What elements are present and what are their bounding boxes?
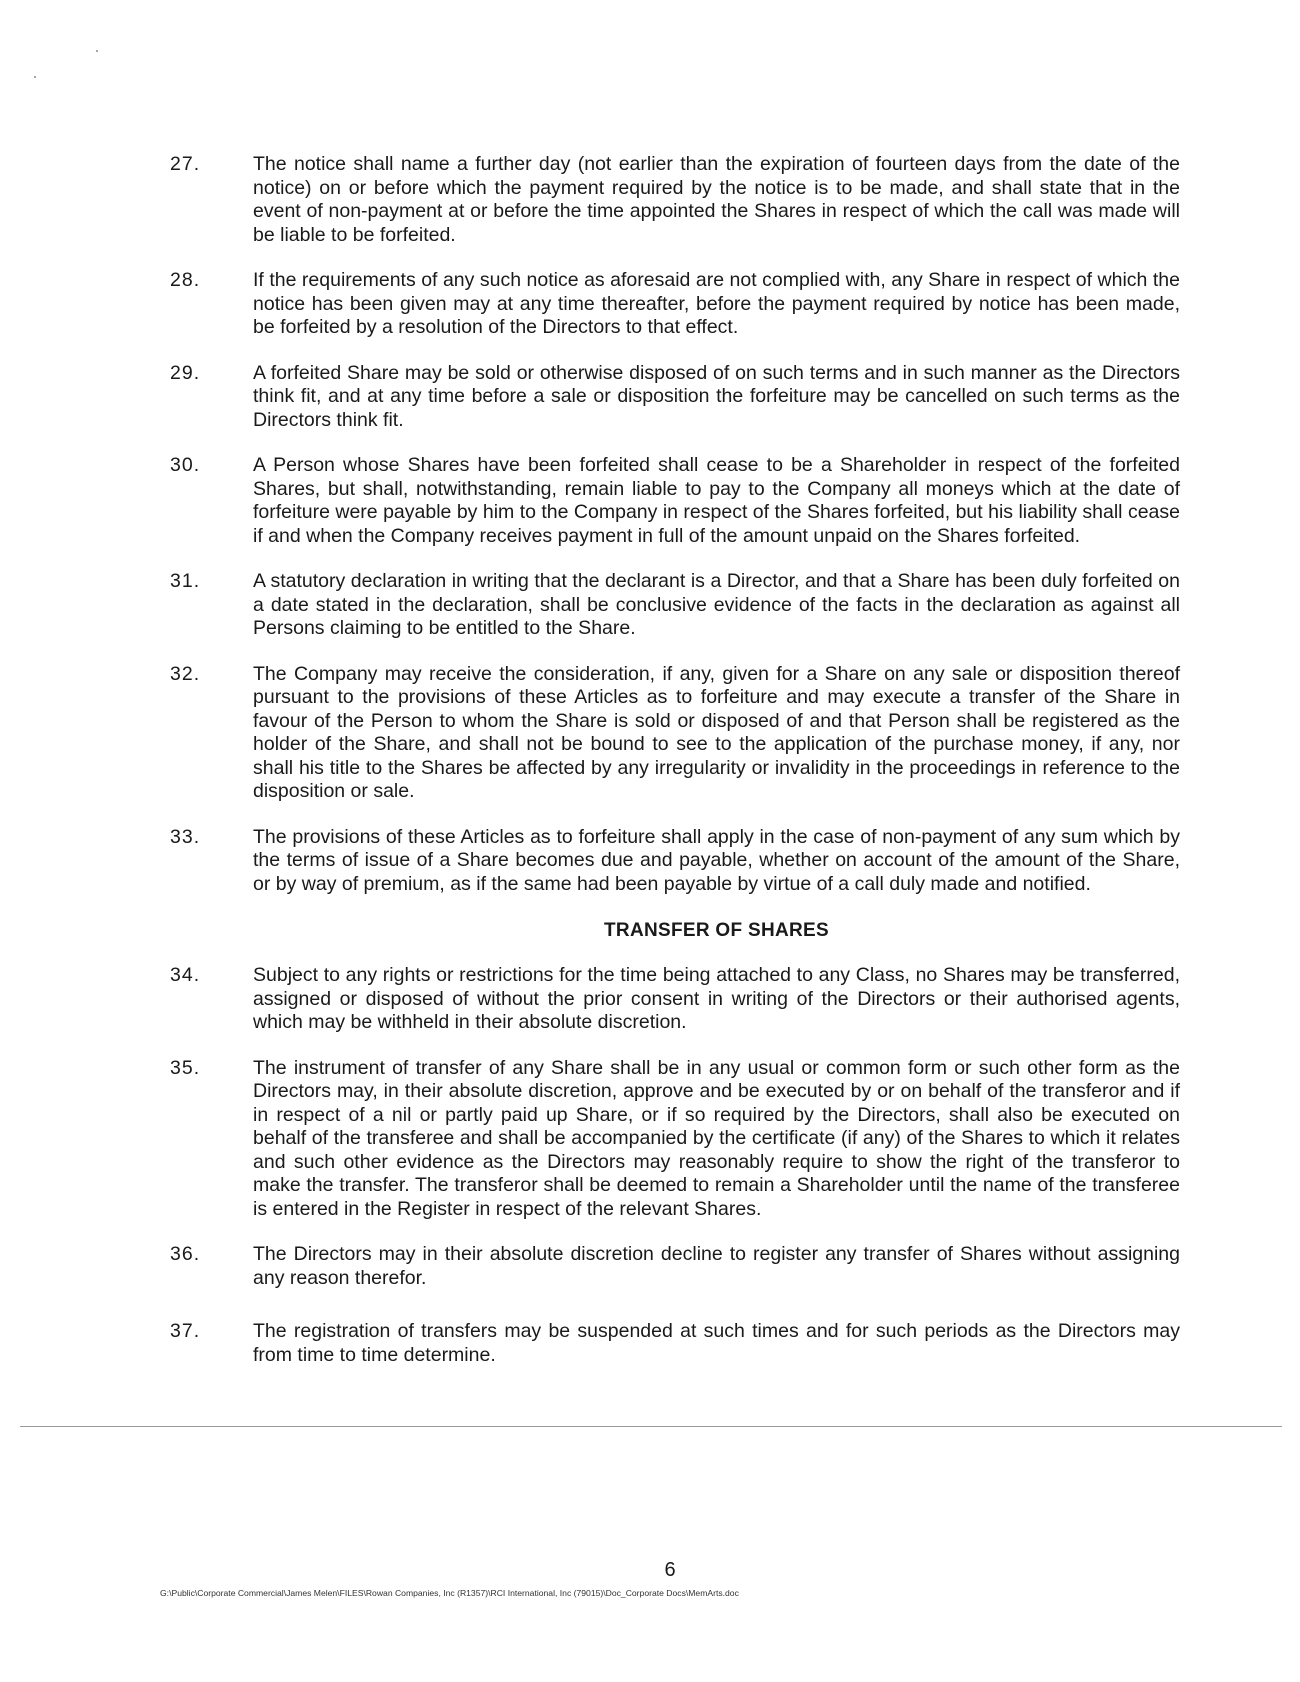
article-number: 28.	[170, 269, 201, 291]
article-number: 34.	[170, 964, 201, 986]
article-29	[170, 362, 1180, 433]
article-text: A statutory declaration in writing that the declarant is a Director, and that a Share has been duly forfeited on a date stated in the declaration, shall be conclusive evidence of the facts in the declaration as against all Persons claiming to be entitled to the Share.	[253, 570, 1180, 639]
article-33	[170, 826, 1180, 897]
article-30	[170, 454, 1180, 548]
article-number: 30.	[170, 454, 201, 476]
article-number: 32.	[170, 662, 201, 685]
article-35	[170, 1057, 1180, 1222]
article-36	[170, 1243, 1180, 1290]
article-number: 36.	[170, 1243, 201, 1265]
article-text: Subject to any rights or restrictions for the time being attached to any Class, no Shares may be transferred, assigned or disposed of without the prior consent in writing of the Directors or their authorised agents, which may be withheld in their absolute discretion.	[253, 964, 1180, 1033]
article-31	[170, 570, 1180, 641]
article-text: The notice shall name a further day (not earlier than the expiration of fourteen days from the date of the notice) on or before which the payment required by the notice is to be made, and shall state that in the event of non-payment at or before the time appointed the Shares in respect of which the call was made will be liable to be forfeited.	[253, 153, 1180, 246]
article-32	[170, 663, 1180, 804]
article-number: 35.	[170, 1056, 201, 1079]
article-number: 37.	[170, 1320, 201, 1342]
scan-fold-line	[20, 1426, 1282, 1427]
article-text: The instrument of transfer of any Share shall be in any usual or common form or such other form as the Directors may, in their absolute discretion, approve and be executed by or on behalf of the transferor and if in respect of a nil or partly paid up Share, or if so required by the Directors, shall also be executed on behalf of the transferee and shall be accompanied by the certificate (if any) of the Shares to which it relates and such other evidence as the Directors may reasonably require to show the right of the transferor to make the transfer. The transferor shall be deemed to remain a Shareholder until the name of the transferee is entered in the Register in respect of the relevant Shares.	[253, 1056, 1180, 1220]
article-text: The Company may receive the consideration, if any, given for a Share on any sale or disposition thereof pursuant to the provisions of these Articles as to forfeiture and may execute a transfer of the Share in favour of the Person to whom the Share is sold or disposed of and that Person shall be registered as the holder of the Share, and shall not be bound to see to the application of the purchase money, if any, nor shall his title to the Shares be affected by any irregularity or invalidity in the proceedings in reference to the disposition or sale.	[253, 662, 1180, 802]
article-number: 27.	[170, 153, 201, 175]
article-number: 33.	[170, 825, 201, 848]
article-text: The registration of transfers may be suspended at such times and for such periods as the Directors may from time to time determine.	[253, 1320, 1180, 1366]
article-34	[170, 964, 1180, 1035]
article-37	[170, 1320, 1180, 1367]
scan-speck	[96, 50, 98, 52]
scan-speck	[34, 76, 36, 78]
article-text: If the requirements of any such notice as aforesaid are not complied with, any Share in respect of which the notice has been given may at any time thereafter, before the payment required by notice has been made, be forfeited by a resolution of the Directors to that effect.	[253, 269, 1180, 338]
article-27	[170, 153, 1180, 247]
articles-body	[170, 153, 1180, 1367]
footer-file-path: G:\Public\Corporate Commercial\James Melen\FILES\Rowan Companies, Inc (R1357)\RCI International, Inc (79015)\Doc_Corporate Docs\MemArts.doc	[160, 1588, 739, 1598]
page-number: 6	[664, 1559, 676, 1581]
article-text: A Person whose Shares have been forfeited shall cease to be a Shareholder in respect of the forfeited Shares, but shall, notwithstanding, remain liable to pay to the Company all moneys which at the date of forfeiture were payable by him to the Company in respect of the Shares forfeited, but his liability shall cease if and when the Company receives payment in full of the amount unpaid on the Shares forfeited.	[253, 454, 1180, 547]
section-heading-transfer-of-shares: TRANSFER OF SHARES	[604, 920, 829, 941]
article-text: The Directors may in their absolute discretion decline to register any transfer of Shares without assigning any reason therefor.	[253, 1243, 1180, 1289]
article-number: 31.	[170, 570, 201, 592]
article-number: 29.	[170, 361, 201, 384]
article-28	[170, 269, 1180, 340]
article-text: A forfeited Share may be sold or otherwise disposed of on such terms and in such manner as the Directors think fit, and at any time before a sale or disposition the forfeiture may be cancelled on such terms as the Directors think fit.	[253, 361, 1180, 431]
article-text: The provisions of these Articles as to forfeiture shall apply in the case of non-payment of any sum which by the terms of issue of a Share becomes due and payable, whether on account of the amount of the Share, or by way of premium, as if the same had been payable by virtue of a call duly made and notified.	[253, 825, 1180, 895]
